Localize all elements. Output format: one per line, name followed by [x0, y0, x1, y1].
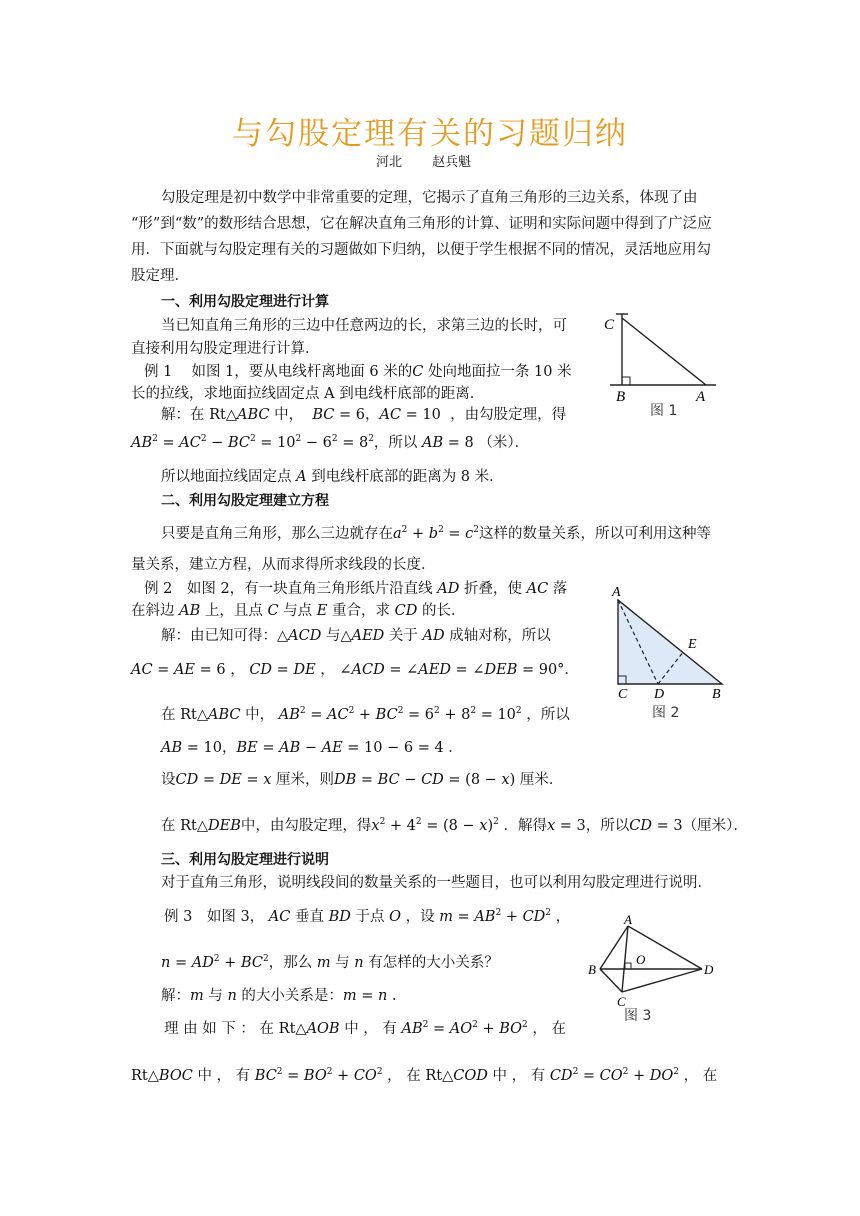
s3-paragraph: 对于直角三角形，说明线段间的数量关系的一些题目，也可以利用勾股定理进行说明．: [161, 875, 712, 891]
fig1-right-angle: [622, 377, 630, 385]
fig1-label-a: A: [696, 389, 706, 405]
fig2-caption: 图 2: [652, 705, 680, 721]
fig3-caption: 图 3: [624, 1008, 652, 1024]
intro-line-2: “形”到“数”的数形结合思想，它在解决直角三角形的计算、证明和实际问题中得到了广泛应: [131, 216, 712, 232]
author-line: 河北 赵兵魁: [376, 155, 472, 170]
solution-3-line-2: 理 由 如 下 ： 在 Rt△AOB 中 ， 有 $AB^2 = AO^2 + BO^2$ ， 在: [164, 1020, 566, 1037]
solution-3-line-3: Rt△BOC 中 ， 有 $BC^2 = BO^2 + CO^2$ ， 在 Rt△COD 中 ， 有 $CD^2 = CO^2 + DO^2$ ， 在: [131, 1067, 718, 1084]
fig3-label-c: C: [617, 994, 626, 1009]
fig3-label-d: D: [704, 962, 714, 977]
fig2-label-c: C: [618, 687, 628, 702]
s1-paragraph-line-2: 直接利用勾股定理进行计算．: [131, 341, 320, 357]
fig3-right-angle: [625, 963, 631, 969]
example-1-line-1: 例 1 如图 1，要从电线杆离地面 6 米的C 处向地面拉一条 10 米: [144, 364, 572, 380]
fig2-label-e: E: [688, 637, 697, 652]
s2-paragraph-line-2: 量关系，建立方程，从而求得所求线段的长度．: [131, 557, 436, 573]
fig2-triangle: [618, 600, 722, 684]
solution-2-line-4: AB = 10，BE = AB − AE = 10 − 6 = 4 ．: [161, 740, 463, 756]
section-2-heading: 二、利用勾股定理建立方程: [161, 493, 329, 509]
intro-line-3: 用．下面就与勾股定理有关的习题做如下归纳，以便于学生根据不同的情况，灵活地应用勾: [131, 242, 711, 258]
example-3-line-1: 例 3 如图 3， AC 垂直 BD 于点 O ，设 $m = AB^2 + CD^2$ ，: [164, 908, 571, 925]
fig1-caption: 图 1: [650, 403, 678, 419]
s1-paragraph-line-1: 当已知直角三角形的三边中任意两边的长，求第三边的长时，可: [161, 318, 567, 334]
solution-1-line-1: 解：在 Rt△ABC 中， BC = 6，AC = 10 ，由勾股定理，得: [161, 407, 567, 423]
s2-paragraph-line-1: 只要是直角三角形，那么三边就存在$a^2 + b^2 = c^2$这样的数量关系，所以可利用这种等: [161, 525, 712, 542]
example-2-line-2: 在斜边 AB 上，且点 C 与点 E 重合，求 CD 的长．: [131, 603, 466, 619]
solution-3-line-1: 解：m 与 n 的大小关系是：m = n .: [161, 988, 397, 1004]
figure-2: [604, 584, 730, 722]
solution-1-equation: $AB^2 = AC^2 - BC^2 = 10^2 - 6^2 = 8^2$，所以 AB = 8 （米）．: [131, 434, 530, 451]
example-2-line-1: 例 2 如图 2，有一块直角三角形纸片沿直线 AD 折叠，使 AC 落: [144, 581, 568, 597]
page-title: 与勾股定理有关的习题归纳: [232, 116, 628, 152]
section-3-heading: 三、利用勾股定理进行说明: [161, 852, 329, 868]
example-3-line-2: $n = AD^2 + BC^2$，那么 m 与 n 有怎样的大小关系？: [161, 954, 499, 971]
example-1-line-2: 长的拉线，求地面拉线固定点 A 到电线杆底部的距离．: [131, 386, 485, 402]
fig3-diagonal-ac: [622, 926, 628, 992]
figure-3: [584, 912, 720, 1024]
solution-2-line-2: AC = AE = 6 ， CD = DE ， ∠ACD = ∠AED = ∠DEB = 90°．: [131, 662, 579, 678]
fig2-label-d: D: [654, 687, 665, 702]
solution-2-line-3: 在 Rt△ABC 中， $AB^2 = AC^2 + BC^2 = 6^2 + 8^2 = 10^2$ ，所以: [161, 706, 570, 723]
solution-2-line-6: 在 Rt△DEB中，由勾股定理，得$x^2 + 4^2 = (8 - x)^2$ ．解得x = 3，所以CD = 3（厘米）．: [161, 817, 748, 834]
solution-2-line-5: 设CD = DE = x 厘米，则DB = BC − CD = (8 − x) 厘米．: [161, 772, 564, 788]
figure-1: [600, 308, 718, 420]
fig1-label-b: B: [616, 389, 626, 405]
fig3-label-b: B: [588, 962, 596, 977]
intro-line-4: 股定理．: [131, 268, 189, 284]
fig3-label-o: O: [636, 952, 646, 967]
fig1-label-c: C: [604, 317, 615, 333]
intro-line-1: 勾股定理是初中数学中非常重要的定理，它揭示了直角三角形的三边关系，体现了由: [161, 190, 698, 206]
fig1-guy-wire: [622, 318, 706, 385]
fig3-side-ab: [600, 926, 628, 969]
fig2-label-a: A: [612, 585, 621, 600]
section-1-heading: 一、利用勾股定理进行计算: [161, 294, 329, 310]
fig3-label-a: A: [624, 912, 632, 927]
fig2-label-b: B: [712, 687, 721, 702]
solution-2-line-1: 解：由已知可得：△ACD 与△AED 关于 AD 成轴对称，所以: [161, 628, 551, 644]
solution-1-conclusion: 所以地面拉线固定点 A 到电线杆底部的距离为 8 米．: [161, 469, 504, 485]
fig3-side-cd: [622, 969, 702, 992]
fig3-side-bc: [600, 969, 622, 992]
